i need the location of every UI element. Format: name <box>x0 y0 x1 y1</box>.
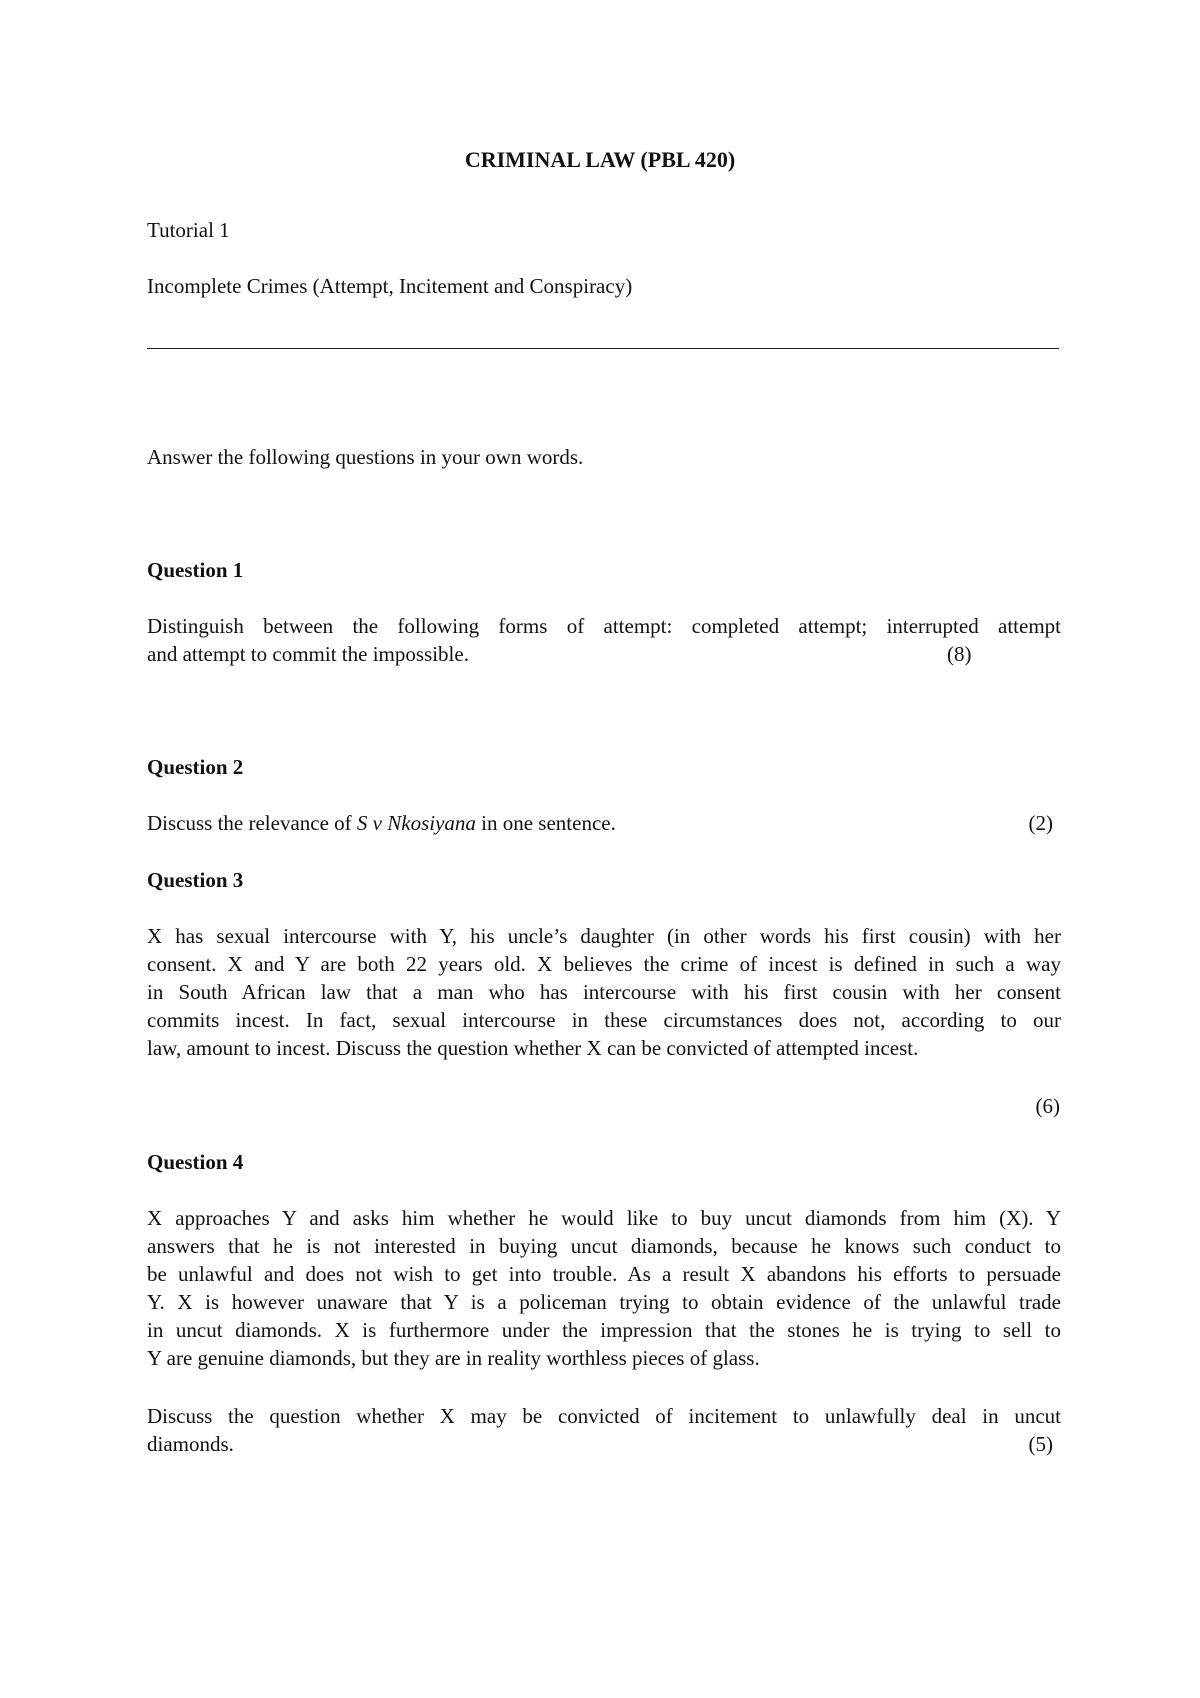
question-3-line: commits incest. In fact, sexual intercourse in these circumstances does not, according to our <box>147 1008 1061 1032</box>
question-4-prompt <box>147 1402 1061 1458</box>
question-3-line: in South African law that a man who has intercourse with his first cousin with her consent <box>147 980 1061 1004</box>
question-3-marks: (6) <box>1035 1094 1060 1118</box>
horizontal-divider <box>147 348 1059 349</box>
tutorial-label: Tutorial 1 <box>147 218 230 242</box>
tutorial-subtitle: Incomplete Crimes (Attempt, Incitement and Conspiracy) <box>147 274 633 298</box>
question-4-heading: Question 4 <box>147 1150 244 1174</box>
question-3-heading: Question 3 <box>147 868 244 892</box>
case-name: S v Nkosiyana <box>356 811 476 835</box>
question-4-line: answers that he is not interested in buying uncut diamonds, because he knows such conduct to <box>147 1234 1061 1258</box>
question-3-body <box>147 922 1061 1062</box>
question-4-line: Y. X is however unaware that Y is a policeman trying to obtain evidence of the unlawful trade <box>147 1290 1061 1314</box>
question-4-line: Y are genuine diamonds, but they are in reality worthless pieces of glass. <box>147 1346 760 1370</box>
question-1-body <box>147 612 1061 668</box>
question-4-line: be unlawful and does not wish to get into trouble. As a result X abandons his efforts to persuade <box>147 1262 1061 1286</box>
page-title: CRIMINAL LAW (PBL 420) <box>464 147 736 172</box>
question-1-marks: (8) <box>947 642 972 666</box>
question-3-line: consent. X and Y are both 22 years old. X believes the crime of incest is defined in such a way <box>147 952 1061 976</box>
question-4-marks: (5) <box>1028 1432 1053 1456</box>
instruction-text: Answer the following questions in your own words. <box>147 445 584 469</box>
question-4-line: in uncut diamonds. X is furthermore under the impression that the stones he is trying to sell to <box>147 1318 1061 1342</box>
question-2-text-before: Discuss the relevance of <box>147 811 357 835</box>
question-3-line: X has sexual intercourse with Y, his uncle’s daughter (in other words his first cousin) with her <box>147 924 1061 948</box>
question-1-line <box>147 640 1061 668</box>
question-1-line: Distinguish between the following forms of attempt: completed attempt; interrupted attempt <box>147 614 1061 638</box>
question-2-line <box>147 809 1061 837</box>
question-3-line: law, amount to incest. Discuss the question whether X can be convicted of attempted incest. <box>147 1036 919 1060</box>
question-4-prompt-line <box>147 1430 1061 1458</box>
question-2-marks: (2) <box>1028 811 1053 835</box>
question-2-text-after: in one sentence. <box>475 811 616 835</box>
question-2-heading: Question 2 <box>147 755 244 779</box>
question-4-body <box>147 1204 1061 1372</box>
question-4-line: X approaches Y and asks him whether he would like to buy uncut diamonds from him (X). Y <box>147 1206 1061 1230</box>
question-1-heading: Question 1 <box>147 558 244 582</box>
question-4-prompt-line-text: diamonds. <box>147 1432 234 1456</box>
question-2-body <box>147 809 1061 837</box>
question-1-line-text: and attempt to commit the impossible. <box>147 642 469 666</box>
question-4-prompt-line: Discuss the question whether X may be convicted of incitement to unlawfully deal in uncut <box>147 1404 1061 1428</box>
